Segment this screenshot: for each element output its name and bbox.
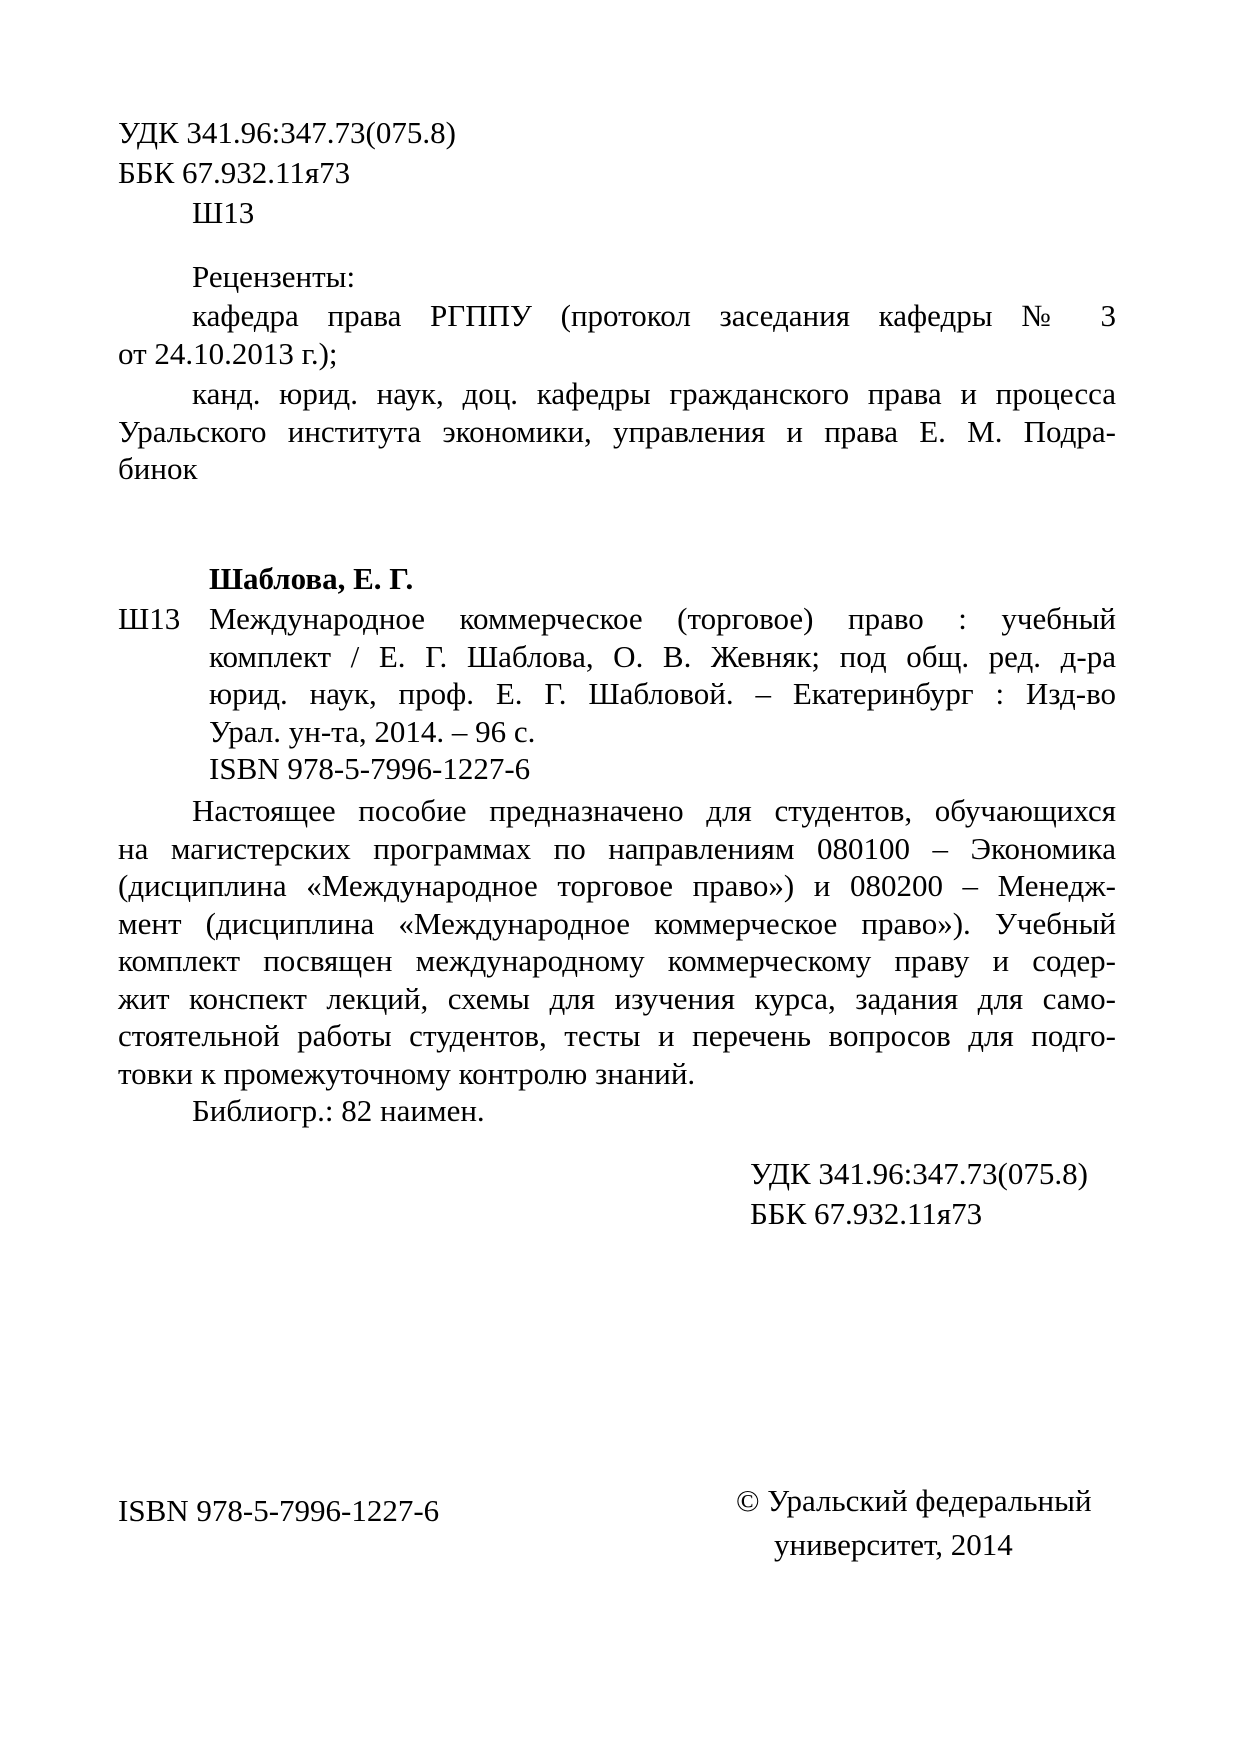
annotation-line: жит конспект лекций, схемы для изучения курса, задания для само- — [118, 980, 1116, 1016]
annotation-line: стоятельной работы студентов, тесты и перечень вопросов для подго- — [118, 1018, 1116, 1053]
author-heading: Шаблова, Е. Г. — [209, 561, 414, 596]
annotation-line: (дисциплина «Международное торговое право») и 080200 – Менедж- — [118, 868, 1116, 903]
bibliography-count: Библиогр.: 82 наимен. — [192, 1093, 485, 1128]
reviewer-2-line: бинок — [118, 451, 198, 486]
annotation-line: на магистерских программах по направлениям 080100 – Экономика — [118, 830, 1116, 866]
annotation — [118, 792, 1116, 1130]
reviewer-1-line: от 24.10.2013 г.); — [118, 335, 338, 371]
description-line: Международное коммерческое (торговое) право : учебный — [209, 601, 1116, 636]
annotation-line: товки к промежуточному контролю знаний. — [118, 1055, 696, 1091]
bbk-code: ББК 67.932.11я73 — [118, 155, 351, 190]
author-sign: Ш13 — [192, 195, 255, 230]
copyright-line: © Уральский федеральный — [736, 1483, 1092, 1518]
bottom-classification-block — [750, 1155, 1088, 1235]
annotation-line: мент (дисциплина «Международное коммерческое право»). Учебный — [118, 905, 1116, 941]
reviewer-entry-2 — [118, 375, 1116, 488]
udk-code: УДК 341.96:347.73(075.8) — [118, 115, 456, 150]
udk-code: УДК 341.96:347.73(075.8) — [750, 1156, 1088, 1191]
reviewer-2-line: канд. юрид. наук, доц. кафедры гражданского права и процесса — [192, 376, 1116, 411]
record-isbn: ISBN 978-5-7996-1227-6 — [209, 751, 531, 786]
bbk-code: ББК 67.932.11я73 — [750, 1196, 983, 1231]
description-line: комплект / Е. Г. Шаблова, О. В. Жевняк; под общ. ред. д-ра — [209, 638, 1116, 674]
description-line: юрид. наук, проф. Е. Г. Шабловой. – Екатеринбург : Изд-во — [209, 676, 1116, 711]
reviewers-heading: Рецензенты: — [192, 259, 356, 294]
annotation-line: Настоящее пособие предназначено для студентов, обучающихся — [192, 793, 1116, 828]
bibliographic-description — [209, 600, 1116, 788]
reviewer-2-line: Уральского института экономики, управления и права Е. М. Подра- — [118, 413, 1116, 449]
copyright-line: университет, 2014 — [774, 1527, 1013, 1562]
reviewer-entry-1 — [118, 297, 1116, 372]
reviewer-1-line: кафедра права РГППУ (протокол заседания кафедры № 3 — [192, 298, 1116, 333]
annotation-line: комплект посвящен международному коммерческому праву и содер- — [118, 943, 1116, 978]
top-classification-block — [118, 114, 456, 234]
record-author-sign: Ш13 — [118, 601, 181, 636]
description-line: Урал. ун-та, 2014. – 96 с. — [209, 713, 536, 749]
footer-isbn: ISBN 978-5-7996-1227-6 — [118, 1493, 440, 1528]
copyright-block — [736, 1482, 1092, 1564]
